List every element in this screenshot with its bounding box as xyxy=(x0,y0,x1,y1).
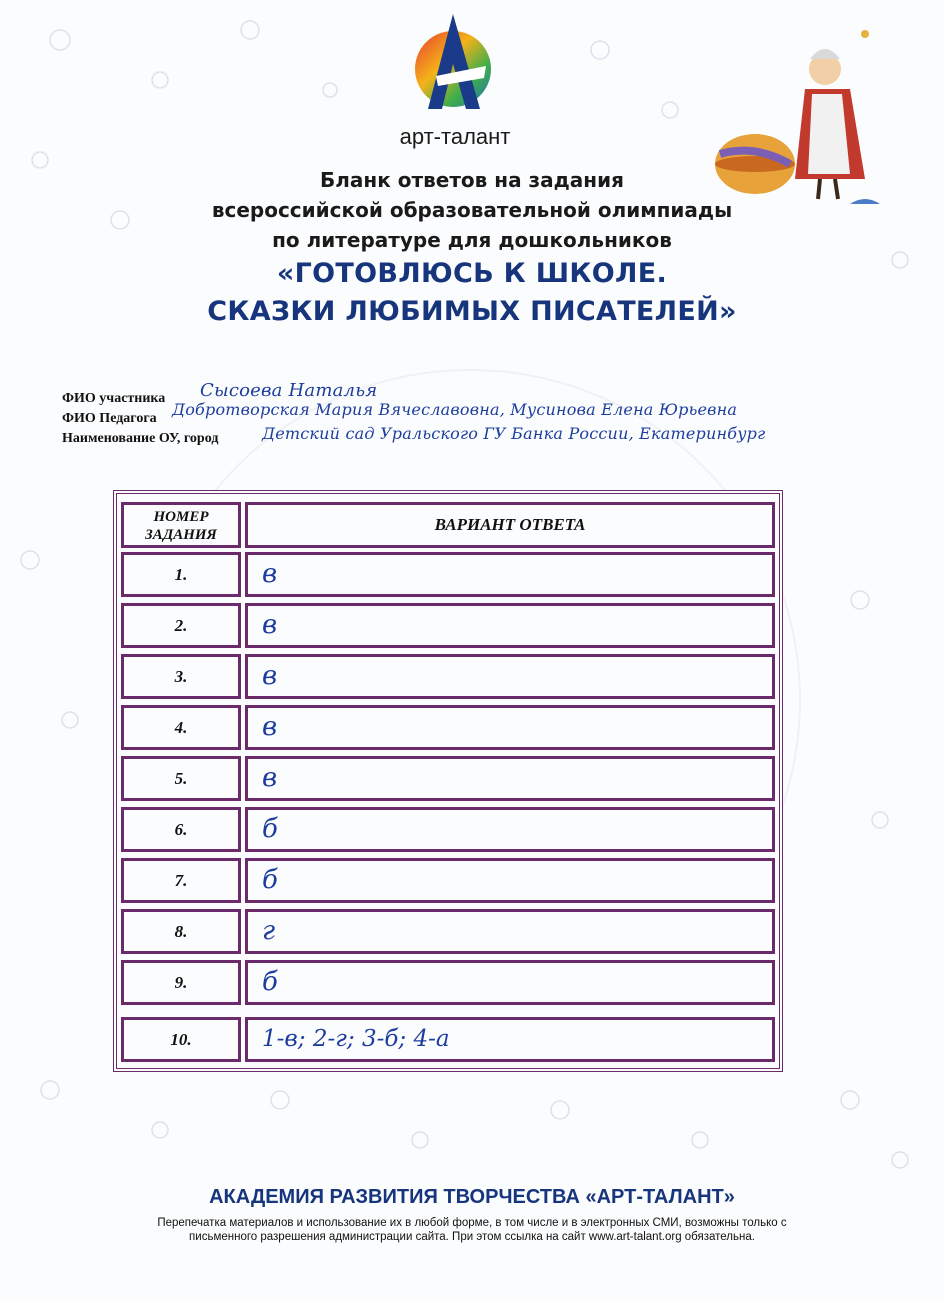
task-number: 2. xyxy=(121,603,241,648)
footer-title: АКАДЕМИЯ РАЗВИТИЯ ТВОРЧЕСТВА «АРТ-ТАЛАНТ» xyxy=(209,1186,735,1208)
header-answer-variant: ВАРИАНТ ОТВЕТА xyxy=(245,502,775,548)
answer-cell: б xyxy=(245,858,775,903)
logo-text: арт-талант xyxy=(399,124,511,149)
table-row xyxy=(121,1017,775,1062)
task-number: 1. xyxy=(121,552,241,597)
answer-cell: б xyxy=(245,960,775,1005)
task-number: 8. xyxy=(121,909,241,954)
answer-cell: б xyxy=(245,807,775,852)
form-title-line3: по литературе для дошкольников xyxy=(272,228,672,252)
table-row xyxy=(121,603,775,648)
answer-cell: в xyxy=(245,705,775,750)
footer-note xyxy=(0,1216,944,1244)
answer-cell: в xyxy=(245,603,775,648)
header-task-number: НОМЕР ЗАДАНИЯ xyxy=(121,502,241,548)
org-value: Детский сад Уральского ГУ Банка России, Екатеринбург xyxy=(262,424,766,443)
participant-value: Сысоева Наталья xyxy=(200,380,378,401)
form-title-line2: всероссийской образовательной олимпиады xyxy=(211,198,733,222)
task-number: 3. xyxy=(121,654,241,699)
task-number: 6. xyxy=(121,807,241,852)
task-number: 4. xyxy=(121,705,241,750)
table-row xyxy=(121,858,775,903)
answer-cell: в xyxy=(245,756,775,801)
table-row xyxy=(121,756,775,801)
table-row xyxy=(121,552,775,597)
table-row xyxy=(121,960,775,1005)
table-row xyxy=(121,807,775,852)
teacher-value: Добротворская Мария Вячеславовна, Мусинова Елена Юрьевна xyxy=(172,400,738,419)
footer-note-line2: письменного разрешения администрации сайта. При этом ссылка на сайт www.art-talant.org обязательна. xyxy=(189,1231,755,1243)
answer-cell: 1-в; 2-г; 3-б; 4-а xyxy=(245,1017,775,1062)
art-talant-logo-icon xyxy=(408,14,498,114)
answer-cell: г xyxy=(245,909,775,954)
table-row xyxy=(121,909,775,954)
task-number: 9. xyxy=(121,960,241,1005)
task-number: 10. xyxy=(121,1017,241,1062)
table-row xyxy=(121,654,775,699)
org-label: Наименование ОУ, город xyxy=(62,431,219,446)
form-title-line1: Бланк ответов на задания xyxy=(320,168,624,192)
answer-table xyxy=(113,490,783,1072)
answer-cell: в xyxy=(245,654,775,699)
olympiad-title-line1: «ГОТОВЛЮСЬ К ШКОЛЕ. xyxy=(276,258,668,289)
answer-cell: в xyxy=(245,552,775,597)
task-number: 7. xyxy=(121,858,241,903)
teacher-label: ФИО Педагога xyxy=(62,411,157,426)
footer-note-line1: Перепечатка материалов и использование их в любой форме, в том числе и в электронных СМИ, возможны только с xyxy=(157,1217,787,1229)
table-row xyxy=(121,705,775,750)
olympiad-title-line2: СКАЗКИ ЛЮБИМЫХ ПИСАТЕЛЕЙ» xyxy=(207,296,737,327)
task-number: 5. xyxy=(121,756,241,801)
participant-label: ФИО участника xyxy=(62,391,166,406)
